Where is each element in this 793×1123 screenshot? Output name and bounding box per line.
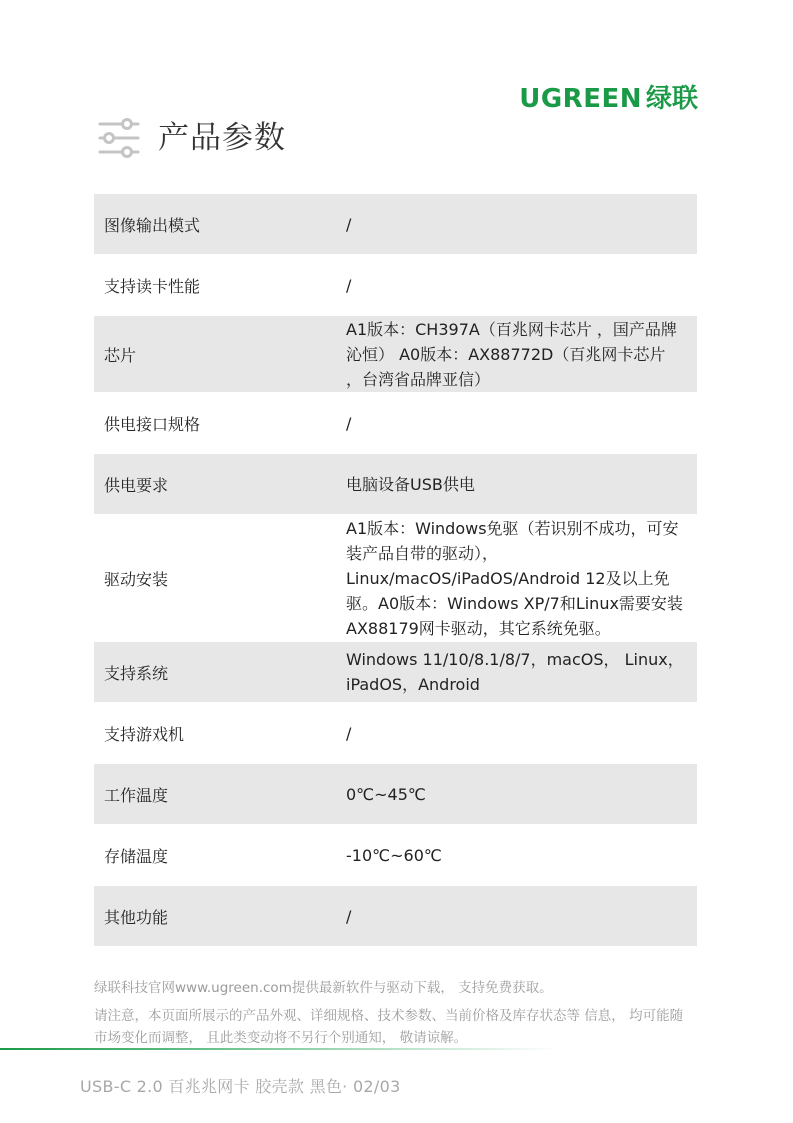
spec-label: 支持游戏机 [104,724,185,744]
spec-label: 其他功能 [104,907,169,927]
spec-value: 0℃~45℃ [346,784,426,804]
spec-label: 存储温度 [104,846,169,866]
spec-value: / [346,275,352,295]
settings-sliders-icon [98,118,140,158]
spec-value: A1版本：CH397A（百兆网卡芯片 ，国产品牌沁恒） A0版本：AX88772D（百兆网卡芯片 ，台湾省品牌亚信） [346,319,677,389]
spec-label: 支持系统 [104,663,169,683]
spec-value: / [346,723,352,743]
page-footer-label: USB-C 2.0 百兆兆网卡 胶壳款 黑色· 02/03 [80,1077,401,1096]
spec-label: 芯片 [104,345,137,365]
spec-row-other [94,886,697,946]
spec-row-os [94,642,697,702]
spec-value: / [346,413,352,433]
spec-row-card-reader [94,255,697,315]
spec-row-image-output [94,194,697,254]
spec-row-console [94,703,697,763]
spec-row-operating-temp [94,764,697,824]
spec-label: 图像输出模式 [104,215,201,235]
spec-row-storage-temp [94,825,697,885]
section-title: 产品参数 [158,120,286,156]
spec-label: 支持读卡性能 [104,276,201,296]
ugreen-logo [519,84,698,114]
spec-row-power-requirement [94,454,697,514]
footer-divider [0,1048,560,1050]
logo-text-en: UGREEN [519,84,642,114]
disclaimer-note: 请注意，本页面所展示的产品外观、详细规格、技术参数、当前价格及库存状态等 信息， 均可能随市场变化而调整， 且此类变动将不另行个别通知， 敬请谅解。 [94,1008,684,1046]
spec-label: 供电要求 [104,475,169,495]
spec-value: Windows 11/10/8.1/8/7，macOS， Linux，iPadOS，Android [346,650,684,694]
spec-value: -10℃~60℃ [346,845,442,865]
spec-row-power-port [94,393,697,453]
spec-row-chip [94,316,697,392]
section-header [98,118,286,158]
spec-label: 供电接口规格 [104,414,201,434]
footer-notes [94,977,694,1049]
spec-label: 工作温度 [104,785,169,805]
spec-value: / [346,214,352,234]
spec-value: 电脑设备USB供电 [346,474,475,494]
spec-value: / [346,906,352,926]
logo-text-zh: 绿联 [645,84,698,114]
download-note: 绿联科技官网www.ugreen.com提供最新软件与驱动下载， 支持免费获取。 [94,980,553,996]
spec-row-driver [94,515,697,641]
spec-label: 驱动安装 [104,569,169,589]
spec-value: A1版本：Windows免驱（若识别不成功，可安装产品自带的驱动），Linux/macOS/iPadOS/Android 12及以上免驱。A0版本：Windows XP/7和Linux需要安装AX88179网卡驱动，其它系统免驱。 [346,518,683,638]
spec-table [94,194,697,947]
